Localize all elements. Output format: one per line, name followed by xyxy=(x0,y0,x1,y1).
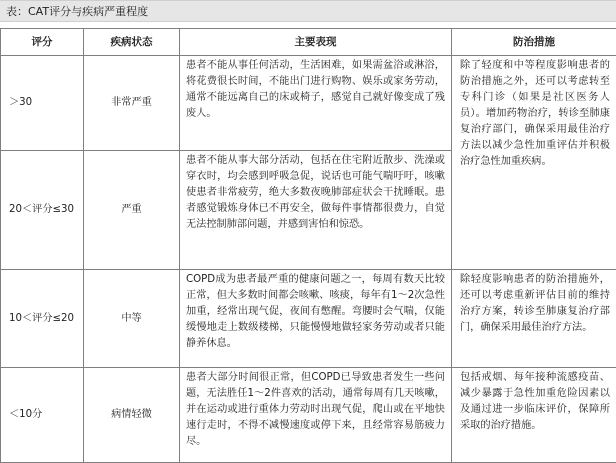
header-measures: 防治措施 xyxy=(452,29,616,56)
measures-cell: 包括戒烟、每年接种流感疫苗、减少暴露于急性加重危险因素以及通过进一步临床评价，保障所采取的治疗措施。 xyxy=(452,368,616,463)
table-row xyxy=(1,270,616,368)
status-cell: 中等 xyxy=(84,270,180,368)
table-header-row xyxy=(1,29,616,56)
performance-cell: 患者不能从事大部分活动，包括在住宅附近散步、洗澡或穿衣时，均会感到呼吸急促，说话也可能气喘吁吁，咳嗽使患者非常疲劳，绝大多数夜晚肺部症状会干扰睡眠。患者感觉锻炼身体已不再安全，做每件事情都很费力，自觉无法控制肺部问题，并感到害怕和惊恐。 xyxy=(180,151,452,270)
score-cell: 20＜评分≤30 xyxy=(1,151,84,270)
table-row xyxy=(1,368,616,463)
score-cell: ＜10分 xyxy=(1,368,84,463)
score-cell: ＞30 xyxy=(1,56,84,151)
performance-cell: 患者不能从事任何活动，生活困难，如果需盆浴或淋浴，将花费很长时间，不能出门进行购物、娱乐或家务劳动，通常不能远离自己的床或椅子，感觉自己就好像变成了残废人。 xyxy=(180,56,452,151)
header-performance: 主要表现 xyxy=(180,29,452,56)
measures-cell-merged: 除了轻度和中等程度影响患者的防治措施之外，还可以考虑转至专科门诊（如果是社区医务人员）。增加药物治疗，转诊至肺康复治疗部门，确保采用最佳治疗方法以减少急性加重评估并积极治疗急性加重疾病。 xyxy=(452,56,616,270)
table-row xyxy=(1,56,616,151)
performance-cell: 患者大部分时间很正常，但COPD已导致患者发生一些问题，无法胜任1～2件喜欢的活动，通常每周有几天咳嗽，并在运动或进行重体力劳动时出现气促，爬山或在平地快速行走时，不得不减慢速度或停下来，且经常容易筋疲力尽。 xyxy=(180,368,452,463)
performance-cell: COPD成为患者最严重的健康问题之一，每周有数天比较正常，但大多数时间都会咳嗽、咳痰，每年有1～2次急性加重，经常出现气促，夜间有憋醒。弯腰时会气喘，仅能缓慢地走上数级楼梯，只能慢慢地做轻家务劳动或者只能静养休息。 xyxy=(180,270,452,368)
table-caption: 表：CAT评分与疾病严重程度 xyxy=(0,0,616,22)
status-cell: 严重 xyxy=(84,151,180,270)
measures-cell: 除轻度影响患者的防治措施外，还可以考虑重新评估目前的维持治疗方案，转诊至肺康复治疗部门，确保采用最佳治疗方法。 xyxy=(452,270,616,368)
header-status: 疾病状态 xyxy=(84,29,180,56)
status-cell: 病情轻微 xyxy=(84,368,180,463)
status-cell: 非常严重 xyxy=(84,56,180,151)
score-cell: 10＜评分≤20 xyxy=(1,270,84,368)
cat-score-table xyxy=(0,28,616,463)
header-score: 评分 xyxy=(1,29,84,56)
